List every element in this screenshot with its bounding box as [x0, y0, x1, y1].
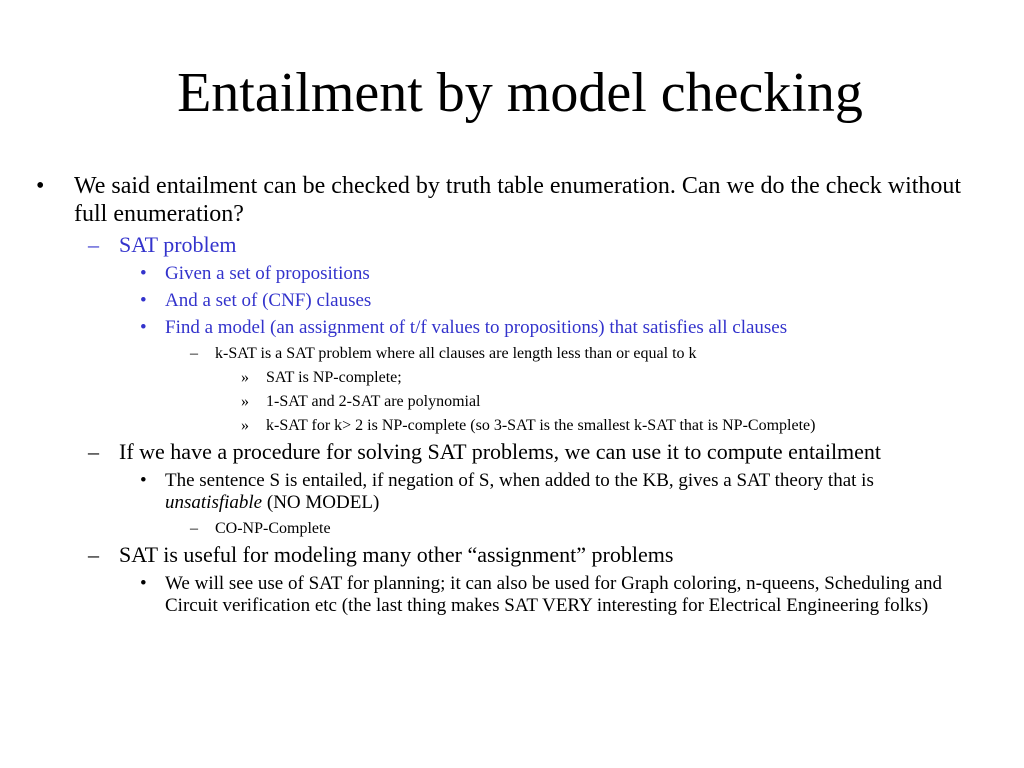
bullet-ksat-k2: [0, 416, 1024, 436]
slide-title: Entailment by model checking: [177, 62, 863, 124]
bullet-sat-problem: [0, 233, 1024, 257]
bullet-planning: [0, 573, 1024, 617]
bullet-text: SAT is useful for modeling many other “assignment” problems: [119, 542, 674, 567]
bullet-marker: •: [140, 317, 147, 338]
bullet-marker: •: [140, 263, 147, 284]
bullet-ksat-definition: [0, 344, 1024, 364]
bullet-text: If we have a procedure for solving SAT problems, we can use it to compute entailment: [119, 439, 882, 464]
bullet-text: CO-NP-Complete: [215, 520, 331, 537]
bullet-sat-np-complete: [0, 368, 1024, 388]
bullet-text-emphasis: unsatisfiable: [165, 492, 263, 513]
bullet-text: 1-SAT and 2-SAT are polynomial: [266, 393, 481, 410]
bullet-marker: •: [140, 290, 147, 311]
bullet-text: SAT problem: [119, 232, 237, 257]
bullet-given-propositions: [0, 263, 1024, 285]
bullet-text: k-SAT for k> 2 is NP-complete (so 3-SAT is the smallest k-SAT that is NP-Complete): [266, 417, 816, 434]
dash-marker: –: [190, 520, 198, 537]
bullet-entailed: [0, 470, 1024, 514]
bullet-procedure: [0, 440, 1024, 464]
bullet-text: We said entailment can be checked by truth table enumeration. Can we do the check without full enumeration?: [74, 173, 962, 227]
dash-marker: –: [88, 439, 99, 464]
chevron-marker: »: [241, 417, 249, 434]
bullet-cnf-clauses: [0, 290, 1024, 312]
bullet-sat-useful: [0, 543, 1024, 567]
bullet-text: k-SAT is a SAT problem where all clauses are length less than or equal to k: [215, 345, 697, 362]
bullet-intro: [0, 172, 1024, 228]
chevron-marker: »: [241, 393, 249, 410]
dash-marker: –: [88, 542, 99, 567]
bullet-marker: •: [140, 470, 147, 491]
bullet-sat12-polynomial: [0, 392, 1024, 412]
dash-marker: –: [88, 232, 99, 257]
bullet-text: Given a set of propositions: [165, 263, 370, 284]
dash-marker: –: [190, 345, 198, 362]
bullet-text-prefix: The sentence S is entailed, if negation of S, when added to the KB, gives a SAT theory that is: [165, 470, 874, 491]
bullet-marker: •: [36, 173, 45, 199]
bullet-marker: •: [140, 573, 147, 594]
bullet-text: SAT is NP-complete;: [266, 369, 402, 386]
bullet-text: And a set of (CNF) clauses: [165, 290, 372, 311]
bullet-text-suffix: (NO MODEL): [262, 492, 380, 513]
bullet-text: We will see use of SAT for planning; it can also be used for Graph coloring, n-queens, Scheduling and Circuit verification etc (the last thing makes SAT VERY interesting for Electrical Engineering folks): [165, 573, 942, 616]
chevron-marker: »: [241, 369, 249, 386]
bullet-find-model: [0, 317, 1024, 339]
bullet-text: Find a model (an assignment of t/f values to propositions) that satisfies all clauses: [165, 317, 788, 338]
slide-body: [0, 172, 1024, 622]
bullet-co-np-complete: [0, 519, 1024, 539]
